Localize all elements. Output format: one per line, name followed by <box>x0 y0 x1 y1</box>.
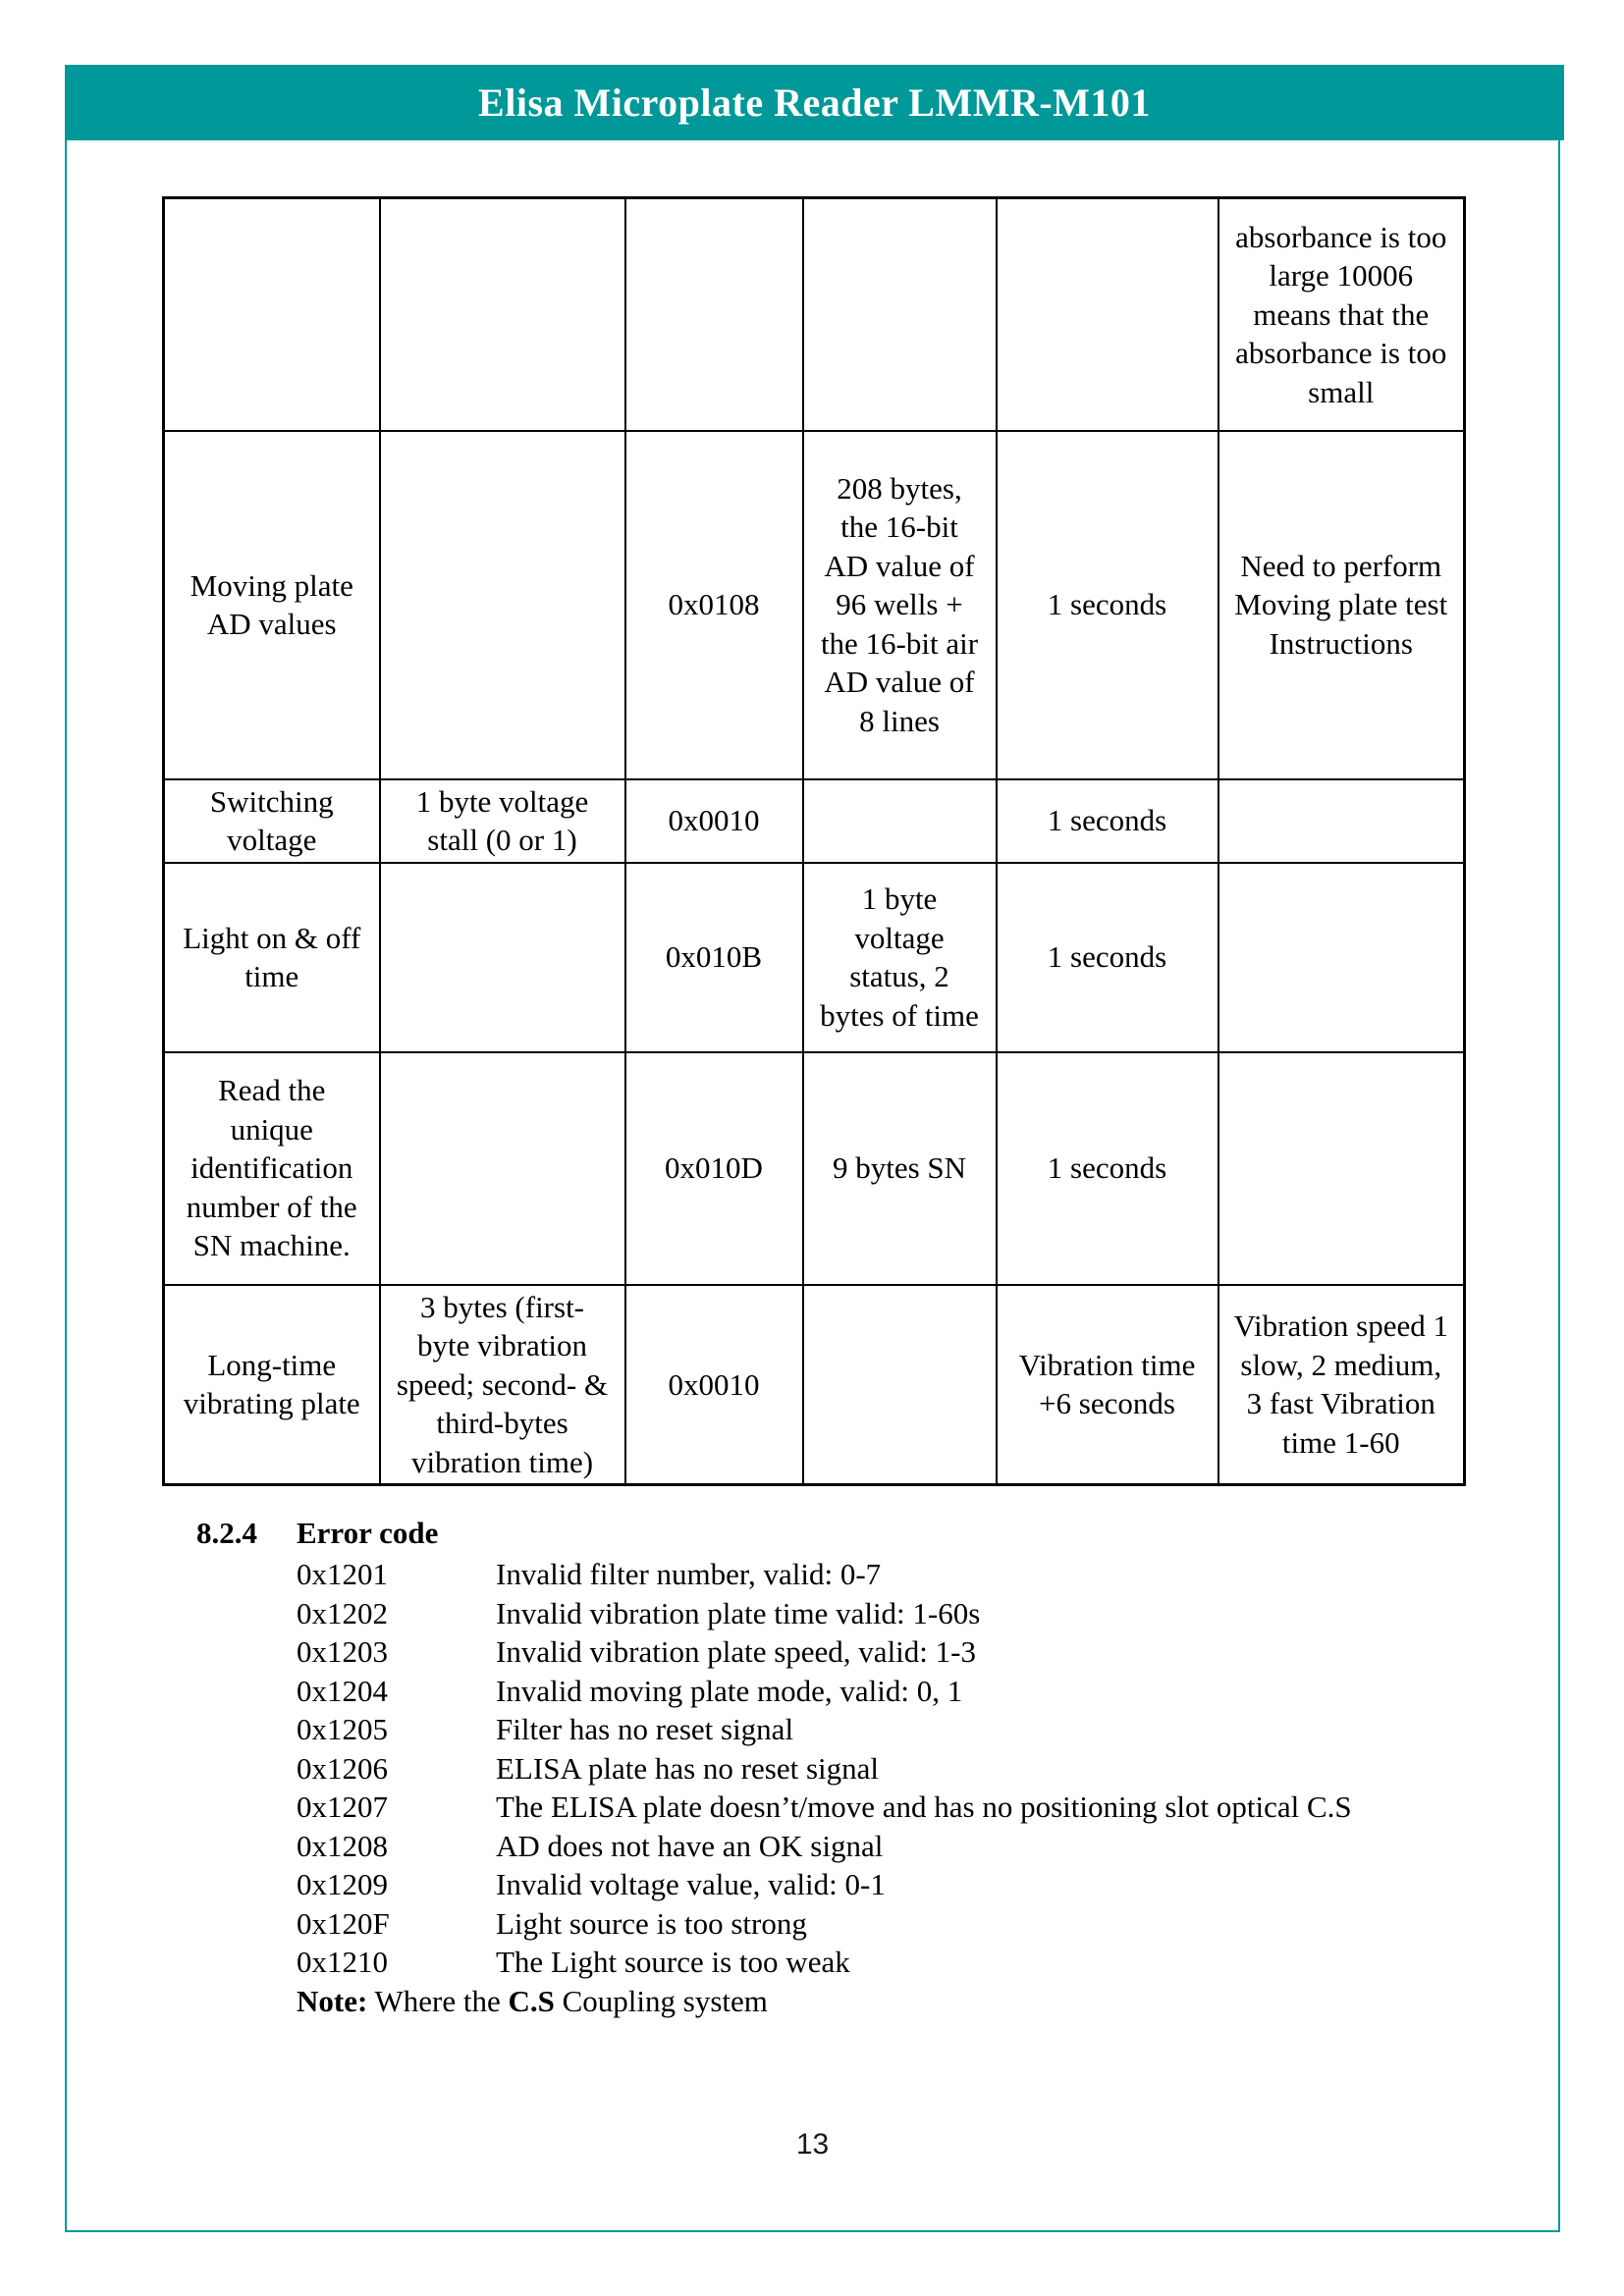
error-line <box>297 1710 1475 1749</box>
error-description: The Light source is too weak <box>496 1945 850 1979</box>
error-line <box>297 1904 1475 1944</box>
section-title: Error code <box>297 1516 439 1550</box>
table-cell: 1 byte voltage stall (0 or 1) <box>380 779 625 863</box>
error-description: Light source is too strong <box>496 1905 807 1941</box>
error-line <box>297 1632 1475 1672</box>
error-code: 0x120F <box>297 1905 390 1941</box>
table-cell: 208 bytes, the 16-bit AD value of 96 wells + the 16-bit air AD value of 8 lines <box>803 431 997 779</box>
page-number: 13 <box>795 2128 830 2161</box>
table-cell <box>380 198 625 431</box>
table-cell: Vibration speed 1 slow, 2 medium, 3 fast Vibration time 1-60 <box>1218 1285 1465 1485</box>
error-description: The ELISA plate doesn’t/move and has no positioning slot optical C.S <box>496 1789 1352 1824</box>
error-description: Invalid vibration plate speed, valid: 1-3 <box>496 1634 976 1669</box>
header-bar <box>65 65 1564 140</box>
error-description: AD does not have an OK signal <box>496 1828 884 1863</box>
table-cell <box>164 198 380 431</box>
table-cell <box>380 431 625 779</box>
table-row <box>164 779 1465 863</box>
table-cell <box>380 1052 625 1285</box>
table-cell <box>380 863 625 1052</box>
table-cell <box>803 1285 997 1485</box>
table-row <box>164 1285 1465 1485</box>
table-cell <box>1218 779 1465 863</box>
table-cell: 1 seconds <box>997 779 1218 863</box>
error-code: 0x1207 <box>297 1789 388 1824</box>
error-code: 0x1205 <box>297 1712 388 1746</box>
page-title: Elisa Microplate Reader LMMR-M101 <box>478 80 1151 125</box>
table-cell <box>1218 863 1465 1052</box>
note-text-1: Where the <box>367 1983 509 2018</box>
table-cell: 3 bytes (first-byte vibration speed; second- & third-bytes vibration time) <box>380 1285 625 1485</box>
table-cell: 0x010D <box>625 1052 803 1285</box>
error-line <box>297 1749 1475 1789</box>
error-line <box>297 1672 1475 1711</box>
table-row <box>164 198 1465 431</box>
table-cell <box>625 198 803 431</box>
error-code: 0x1210 <box>297 1945 388 1979</box>
error-list <box>297 1555 1475 1982</box>
error-description: Invalid vibration plate time valid: 1-60s <box>496 1595 981 1630</box>
error-line <box>297 1594 1475 1633</box>
error-code: 0x1209 <box>297 1867 388 1901</box>
table-cell: Long-time vibrating plate <box>164 1285 380 1485</box>
error-line <box>297 1788 1475 1827</box>
error-line <box>297 1827 1475 1866</box>
note-text-2: Coupling system <box>554 1983 768 2018</box>
error-code: 0x1206 <box>297 1750 388 1786</box>
table-cell: 9 bytes SN <box>803 1052 997 1285</box>
table-cell <box>997 198 1218 431</box>
table-row <box>164 863 1465 1052</box>
table-cell <box>803 779 997 863</box>
table-cell: Moving plate AD values <box>164 431 380 779</box>
error-line <box>297 1943 1475 1982</box>
section-number: 8.2.4 <box>196 1516 257 1550</box>
table-cell: absorbance is too large 10006 means that the absorbance is too small <box>1218 198 1465 431</box>
table-cell: 0x0108 <box>625 431 803 779</box>
table-cell: 1 seconds <box>997 863 1218 1052</box>
note-line <box>297 1982 1475 2021</box>
table-cell: Switching voltage <box>164 779 380 863</box>
error-description: Invalid filter number, valid: 0-7 <box>496 1557 882 1591</box>
error-code: 0x1204 <box>297 1673 388 1708</box>
error-code: 0x1202 <box>297 1595 388 1630</box>
table-cell: Read the unique identification number of the SN machine. <box>164 1052 380 1285</box>
table-cell: 0x0010 <box>625 779 803 863</box>
command-table-body <box>164 198 1465 1485</box>
note-label: Note: <box>297 1983 368 2018</box>
table-cell: 1 seconds <box>997 1052 1218 1285</box>
error-description: Invalid moving plate mode, valid: 0, 1 <box>496 1673 963 1708</box>
table-cell <box>1218 1052 1465 1285</box>
note-cs-abbrev: C.S <box>508 1983 555 2018</box>
table-cell <box>803 198 997 431</box>
table-cell: 1 byte voltage status, 2 bytes of time <box>803 863 997 1052</box>
error-description: Invalid voltage value, valid: 0-1 <box>496 1867 886 1901</box>
error-description: ELISA plate has no reset signal <box>496 1750 879 1786</box>
page-frame <box>65 65 1560 2232</box>
table-cell: 1 seconds <box>997 431 1218 779</box>
table-cell: Light on & off time <box>164 863 380 1052</box>
command-table <box>162 196 1466 1486</box>
table-cell: Vibration time +6 seconds <box>997 1285 1218 1485</box>
error-line <box>297 1865 1475 1904</box>
table-row <box>164 431 1465 779</box>
table-cell: 0x010B <box>625 863 803 1052</box>
table-row <box>164 1052 1465 1285</box>
error-code: 0x1201 <box>297 1557 388 1591</box>
error-code: 0x1208 <box>297 1828 388 1863</box>
error-line <box>297 1555 1475 1594</box>
error-description: Filter has no reset signal <box>496 1712 794 1746</box>
error-section-heading <box>196 1514 438 1553</box>
table-cell: 0x0010 <box>625 1285 803 1485</box>
table-cell: Need to perform Moving plate test Instructions <box>1218 431 1465 779</box>
error-code: 0x1203 <box>297 1634 388 1669</box>
error-code-section <box>297 1555 1475 2020</box>
